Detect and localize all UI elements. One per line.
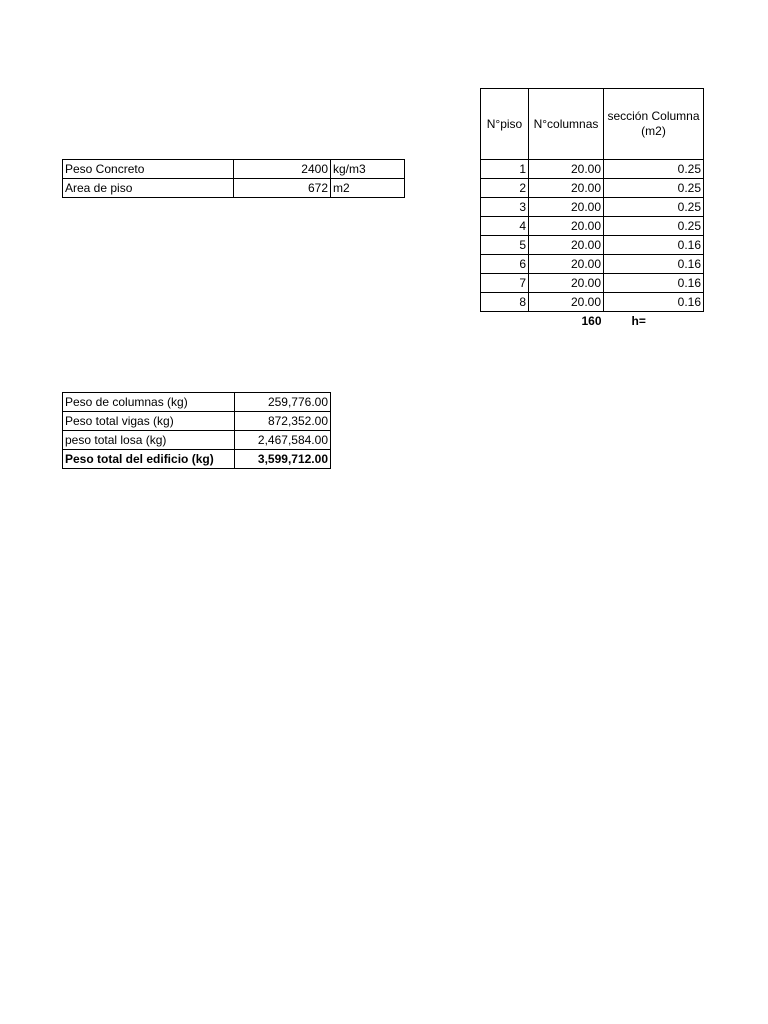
cell-piso[interactable]: 8: [481, 293, 529, 312]
cell-columnas[interactable]: 20.00: [529, 293, 604, 312]
cell-label[interactable]: Peso Concreto: [63, 160, 234, 179]
cell-piso[interactable]: 1: [481, 160, 529, 179]
cell-seccion[interactable]: 0.25: [604, 179, 704, 198]
cell-label[interactable]: Area de piso: [63, 179, 234, 198]
cell-label[interactable]: peso total losa (kg): [63, 431, 235, 450]
cell-columnas[interactable]: 20.00: [529, 236, 604, 255]
cell-seccion[interactable]: 0.16: [604, 255, 704, 274]
totals-row: [481, 312, 704, 331]
cell-columnas[interactable]: 20.00: [529, 217, 604, 236]
table-row: [481, 179, 704, 198]
table-row: [63, 160, 405, 179]
cell-value[interactable]: 259,776.00: [235, 393, 331, 412]
cell-piso[interactable]: 6: [481, 255, 529, 274]
cell-seccion[interactable]: 0.25: [604, 198, 704, 217]
table-row: [481, 293, 704, 312]
table-row: [481, 198, 704, 217]
header-piso[interactable]: N°piso: [481, 89, 529, 160]
table-row: [63, 450, 331, 469]
cell-seccion[interactable]: 0.16: [604, 236, 704, 255]
table-row: [481, 160, 704, 179]
cell-columnas[interactable]: 20.00: [529, 179, 604, 198]
cell-value[interactable]: 672: [234, 179, 331, 198]
h-label[interactable]: h=: [631, 314, 646, 328]
cell-columnas[interactable]: 20.00: [529, 274, 604, 293]
cell-piso[interactable]: 4: [481, 217, 529, 236]
cell-columnas[interactable]: 20.00: [529, 160, 604, 179]
cell-unit[interactable]: kg/m3: [331, 160, 405, 179]
cell-seccion[interactable]: 0.16: [604, 293, 704, 312]
cell-label[interactable]: Peso de columnas (kg): [63, 393, 235, 412]
table-row: [481, 255, 704, 274]
header-seccion[interactable]: sección Columna (m2): [604, 89, 704, 160]
table-row: [481, 274, 704, 293]
cell-value[interactable]: 2400: [234, 160, 331, 179]
floors-body: [481, 160, 704, 312]
cell-value[interactable]: 872,352.00: [235, 412, 331, 431]
header-columnas[interactable]: N°columnas: [529, 89, 604, 160]
table-row: [63, 431, 331, 450]
weights-table: [62, 392, 331, 469]
cell-columnas[interactable]: 20.00: [529, 255, 604, 274]
cell-piso[interactable]: 7: [481, 274, 529, 293]
table-row: [481, 217, 704, 236]
cell-piso[interactable]: 5: [481, 236, 529, 255]
cell-unit[interactable]: m2: [331, 179, 405, 198]
cell-piso[interactable]: 2: [481, 179, 529, 198]
table-header-row: [481, 89, 704, 160]
table-row: [481, 236, 704, 255]
weights-body: [63, 393, 331, 469]
cell-columnas[interactable]: 20.00: [529, 198, 604, 217]
floors-table: [480, 88, 704, 330]
cell-seccion[interactable]: 0.25: [604, 160, 704, 179]
table-row: [63, 179, 405, 198]
table-row: [63, 393, 331, 412]
table-row: [63, 412, 331, 431]
total-columnas[interactable]: 160: [581, 314, 602, 328]
empty-cell[interactable]: [481, 312, 529, 331]
cell-piso[interactable]: 3: [481, 198, 529, 217]
cell-seccion[interactable]: 0.25: [604, 217, 704, 236]
cell-label[interactable]: Peso total vigas (kg): [63, 412, 235, 431]
cell-value[interactable]: 2,467,584.00: [235, 431, 331, 450]
cell-seccion[interactable]: 0.16: [604, 274, 704, 293]
cell-label[interactable]: Peso total del edificio (kg): [63, 450, 235, 469]
cell-value[interactable]: 3,599,712.00: [235, 450, 331, 469]
material-table: [62, 159, 405, 198]
